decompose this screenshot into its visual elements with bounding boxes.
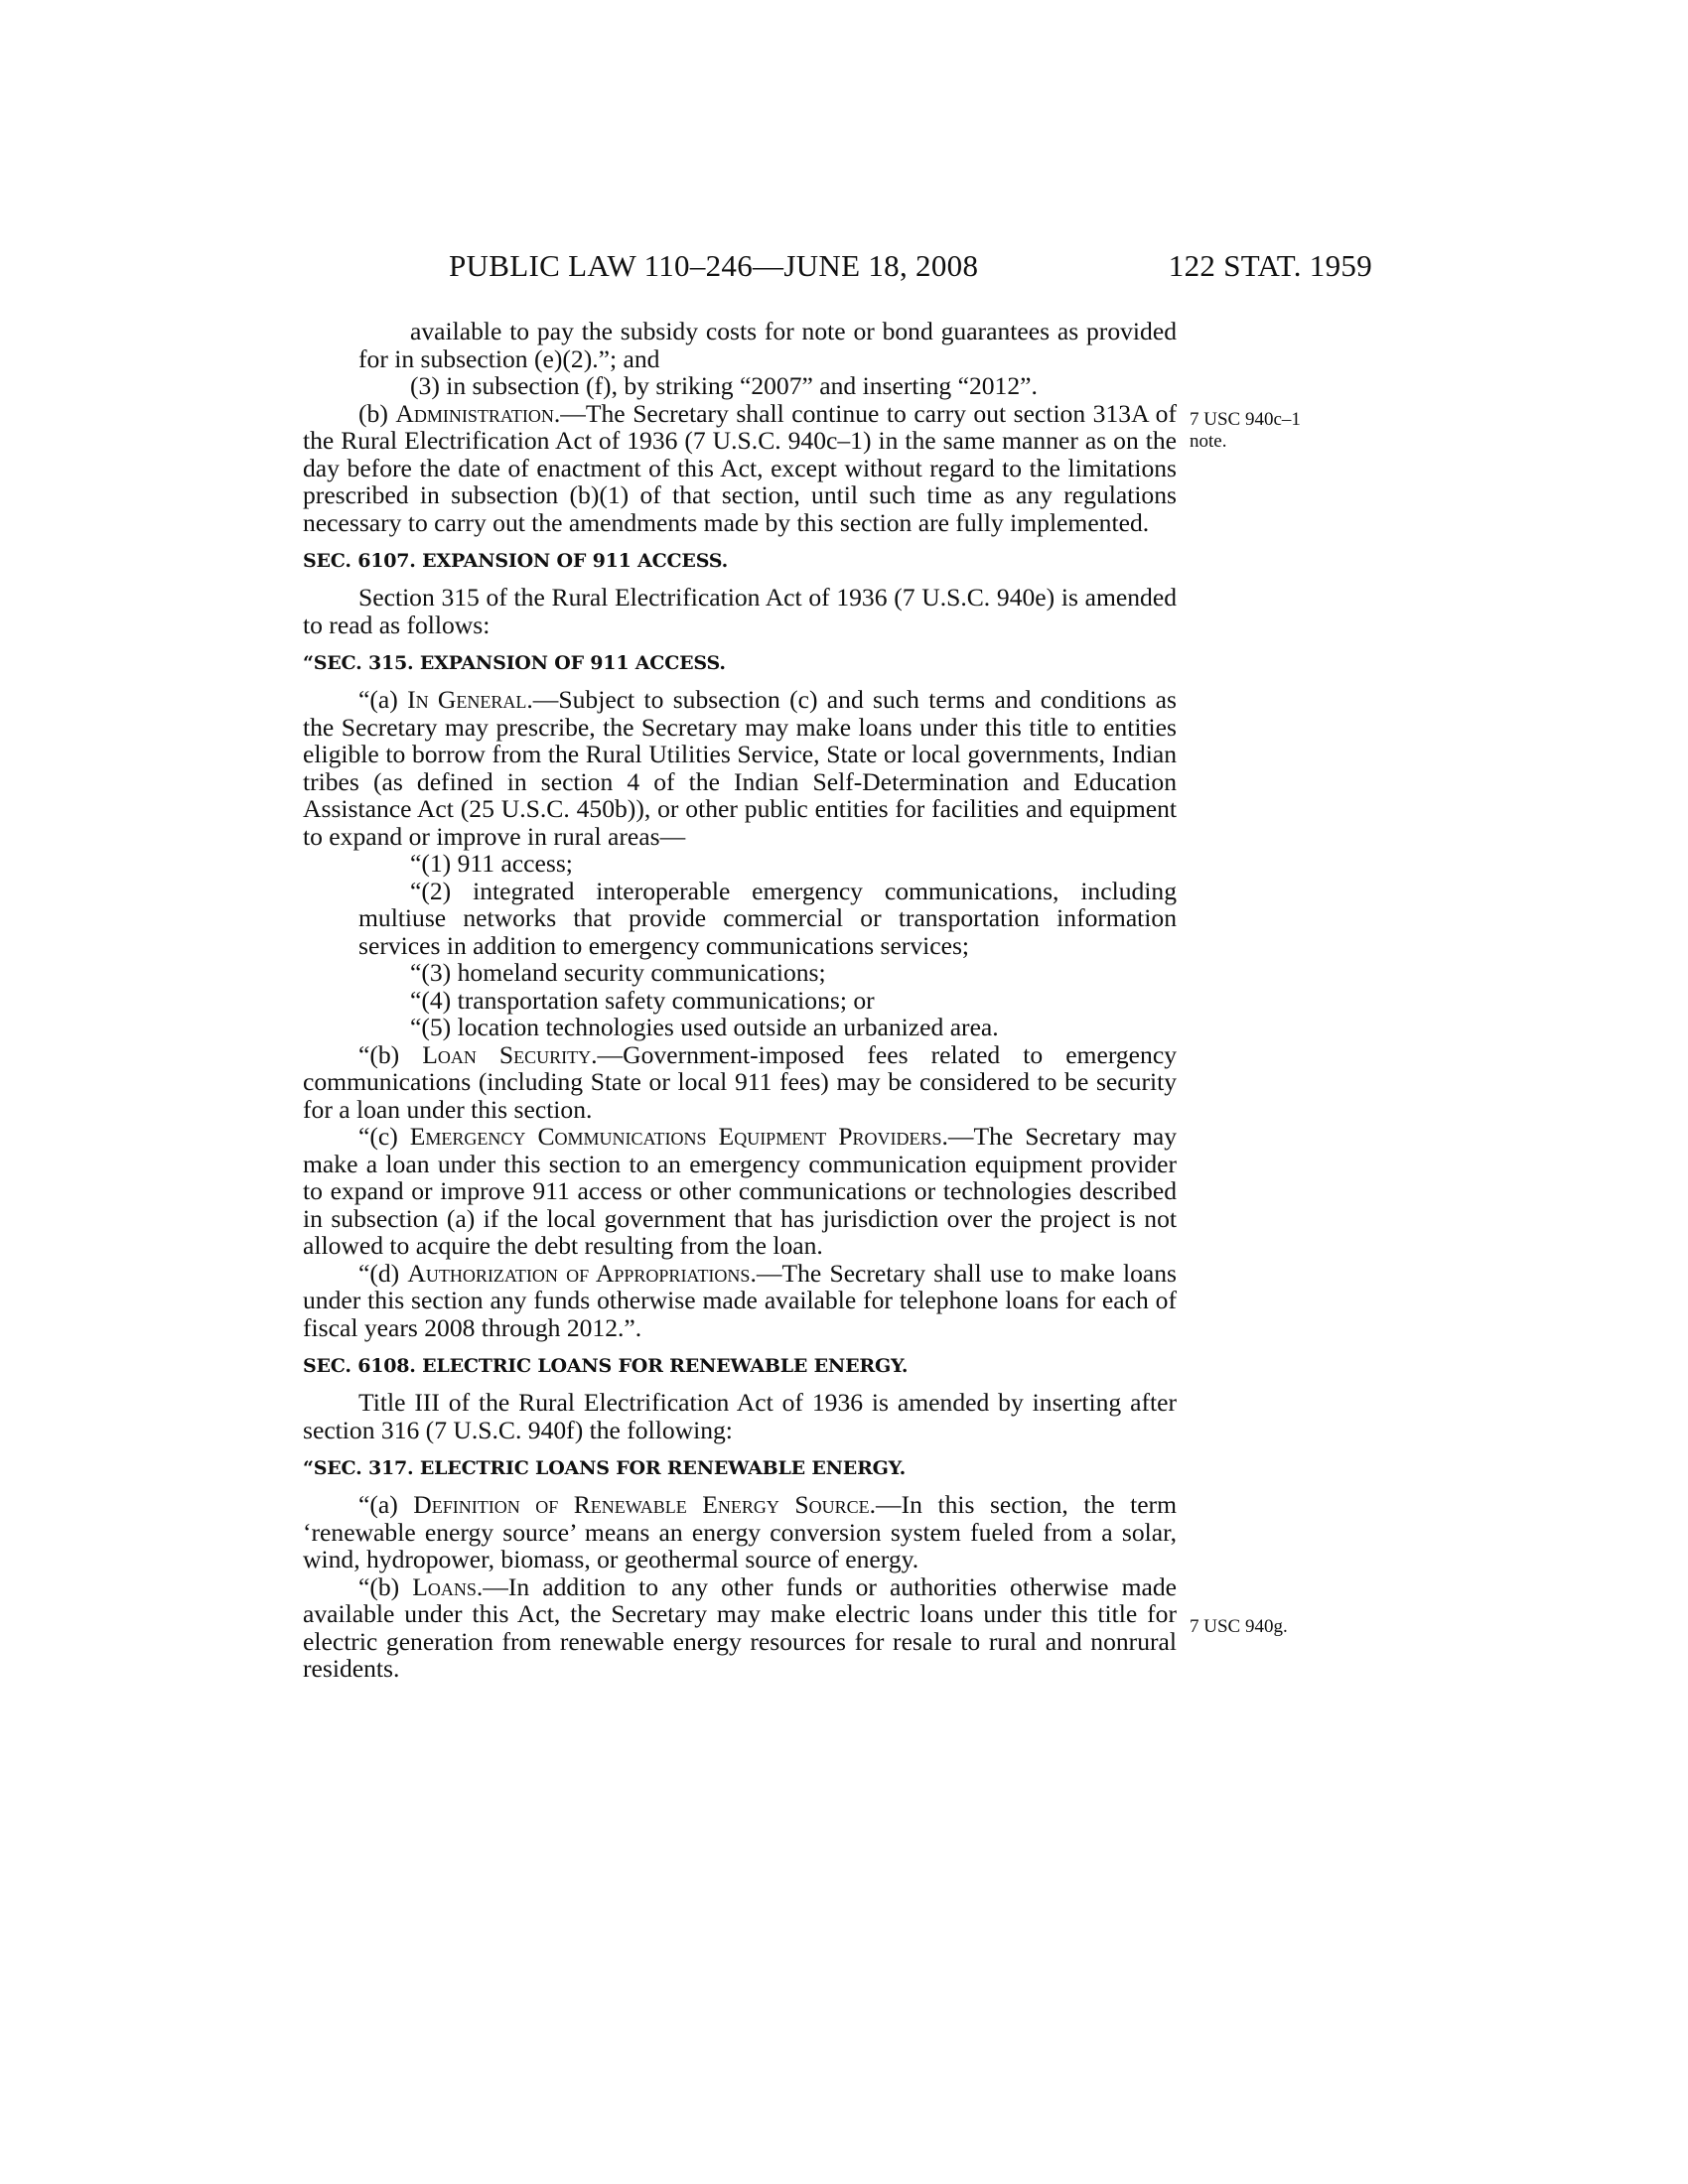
section-heading-315: “SEC. 315. EXPANSION OF 911 ACCESS. (303, 652, 726, 674)
subsection-prefix: “(b) (358, 1571, 413, 1601)
subsection-text: .—Subject to subsection (c) and such terms and conditions as the Secretary may prescribe, the Secretary may make loans under this title to entities eligible to borrow from the Rural Utilities Service, State or local governments, Indian tribes (as defined in section 4 of the Indian Self-Determination and Education Assistance Act (25 U.S.C. 450b)), or other public entities for facilities and equipment to expand or improve in rural areas— (303, 685, 1177, 851)
subsection-text: .—In this section, the term ‘renewable energy source’ means an energy conversion system fueled from a solar, wind, hydropower, biomass, or geothermal source of energy. (303, 1490, 1177, 1573)
paragraph-authorization (303, 1260, 1177, 1342)
margin-note-citation: 7 USC 940g. (1190, 1616, 1288, 1637)
subsection-text: .—The Secretary shall use to make loans under this section any funds otherwise made available for telephone loans for each of fiscal years 2008 through 2012.”. (303, 1258, 1177, 1342)
paragraph-sec-6107: Section 315 of the Rural Electrification Act of 1936 (7 U.S.C. 940e) is amended to read as follows: (303, 583, 1177, 639)
page-header (449, 248, 1372, 288)
paragraph-subsidy-costs: available to pay the subsidy costs for note or bond guarantees as provided for in subsection (e)(2).”; and (358, 317, 1177, 373)
paragraph-loan-security (303, 1041, 1177, 1124)
subsection-caption: Loans (412, 1571, 477, 1601)
list-item-911-access: “(1) 911 access; (410, 849, 573, 878)
margin-note-citation: 7 USC 940c–1 (1190, 409, 1301, 430)
paragraph-sec-6108: Title III of the Rural Electrification Act of 1936 is amended by inserting after section 316 (7 U.S.C. 940f) the following: (303, 1388, 1177, 1444)
section-heading-6108: SEC. 6108. ELECTRIC LOANS FOR RENEWABLE ENERGY. (303, 1355, 909, 1377)
margin-note-940c-1 (1190, 409, 1388, 453)
subsection-caption: Definition of Renewable Energy Source (413, 1490, 870, 1519)
subsection-prefix: “(a) (358, 1490, 414, 1519)
subsection-text: .—The Secretary may make a loan under this section to an emergency communication equipment provider to expand or improve 911 access or other communications or technologies described in subsection (a) if the local government that has jurisdiction over the project is not allowed to acquire the debt resulting from the loan. (303, 1122, 1177, 1260)
paragraph-administration (303, 400, 1177, 537)
list-item-homeland-security: “(3) homeland security communications; (410, 958, 826, 987)
subsection-prefix: “(b) (358, 1039, 423, 1069)
subsection-caption: Authorization of Appropriations (407, 1258, 751, 1288)
statute-page-number: 122 STAT. 1959 (1168, 248, 1372, 283)
law-title: PUBLIC LAW 110–246—JUNE 18, 2008 (449, 248, 979, 283)
subsection-text: .—The Secretary shall continue to carry out section 313A of the Rural Electrification Act of 1936 (7 U.S.C. 940c–1) in the same manner as on the day before the date of enactment of this Act, except without regard to the limitations prescribed in subsection (b)(1) of that section, until such time as any regulations necessary to carry out the amendments made by this section are fully implemented. (303, 398, 1177, 537)
subsection-text: .—Government-imposed fees related to emergency communications (including State or local 911 fees) may be considered to be security for a loan under this section. (303, 1039, 1177, 1124)
subsection-prefix: “(c) (358, 1122, 410, 1151)
paragraph-in-general (303, 686, 1177, 850)
document-body (303, 318, 1177, 1683)
subsection-caption: Administration (395, 398, 554, 428)
list-item-location-technologies: “(5) location technologies used outside an urbanized area. (410, 1013, 999, 1041)
section-heading-317: “SEC. 317. ELECTRIC LOANS FOR RENEWABLE ENERGY. (303, 1457, 907, 1479)
section-heading-6107: SEC. 6107. EXPANSION OF 911 ACCESS. (303, 550, 729, 572)
subsection-caption: Emergency Communications Equipment Providers (409, 1122, 942, 1151)
subsection-prefix: “(a) (358, 685, 408, 714)
subsection-caption: In General (407, 685, 527, 714)
paragraph-definition (303, 1491, 1177, 1573)
subsection-prefix: “(d) (358, 1258, 408, 1288)
subsection-prefix: (b) (358, 398, 396, 428)
subsection-caption: Loan Security (422, 1039, 592, 1069)
paragraph-subsection-f: (3) in subsection (f), by striking “2007” and inserting “2012”. (410, 371, 1038, 400)
list-item-transportation-safety: “(4) transportation safety communications; or (410, 985, 875, 1015)
margin-note-label: note. (1190, 431, 1227, 452)
list-item-interoperable: “(2) integrated interoperable emergency communications, including multiuse networks that provide commercial or transportation information services in addition to emergency communications services; (358, 876, 1177, 960)
subsection-text: .—In addition to any other funds or authorities otherwise made available under this Act, the Secretary may make electric loans under this title for electric generation from renewable energy resources for resale to rural and nonrural residents. (303, 1571, 1177, 1683)
paragraph-equipment-providers (303, 1123, 1177, 1260)
margin-note-940g (1190, 1616, 1388, 1638)
paragraph-loans (303, 1573, 1177, 1683)
